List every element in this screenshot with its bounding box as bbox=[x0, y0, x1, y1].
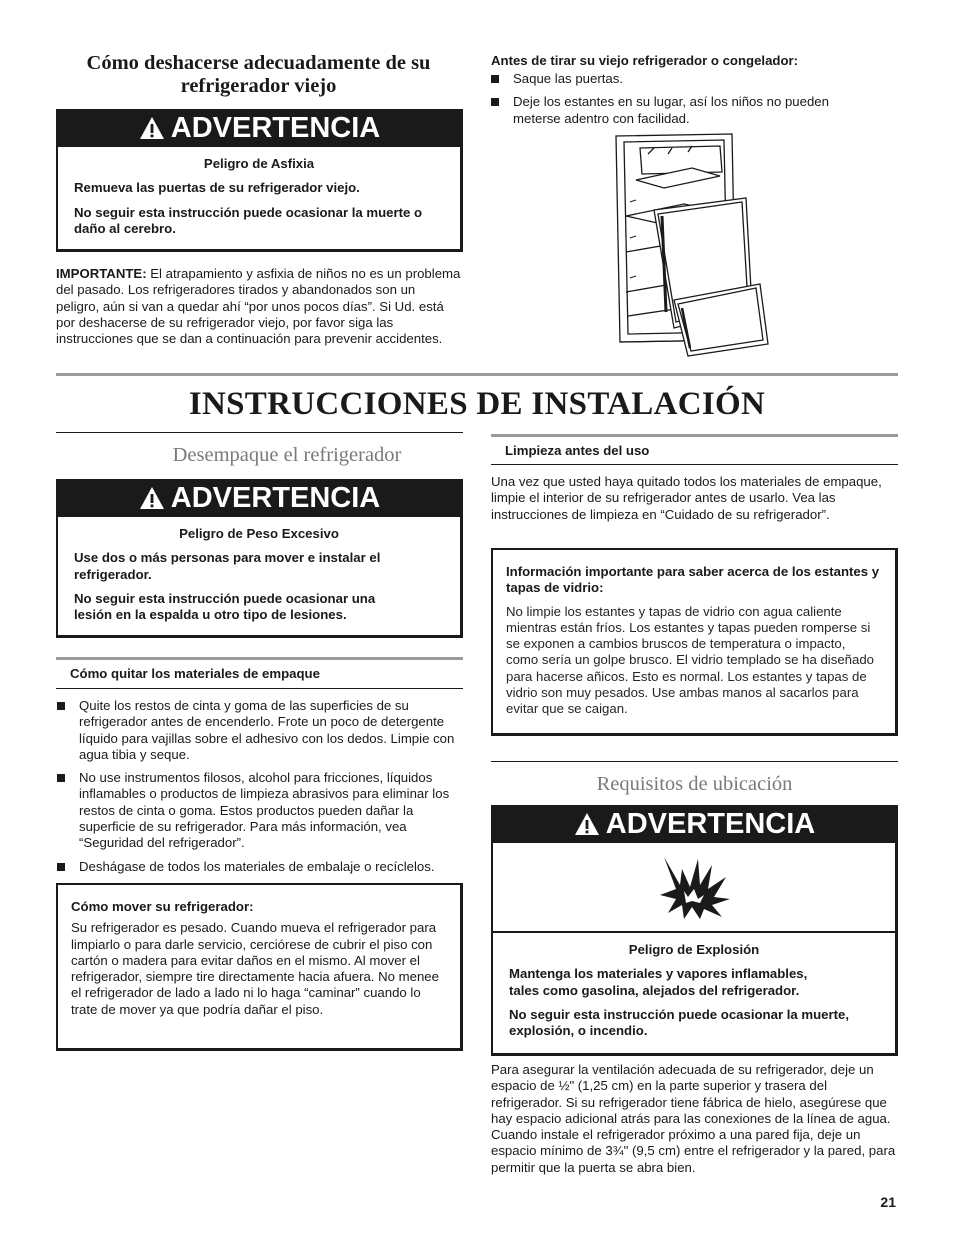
subsection-divider bbox=[491, 464, 898, 465]
unpack-heading: Desempaque el refrigerador bbox=[172, 444, 402, 466]
important-paragraph bbox=[56, 266, 461, 347]
warning-line: No seguir esta instrucción puede ocasionar la muerte o daño al cerebro. bbox=[74, 204, 423, 236]
warning-label: ADVERTENCIA bbox=[605, 808, 816, 840]
explosion-icon bbox=[658, 855, 730, 919]
warning-box-weight bbox=[56, 479, 463, 638]
moving-info-title: Cómo mover su refrigerador: bbox=[71, 899, 254, 914]
title-divider bbox=[56, 373, 898, 376]
warning-line: No seguir esta instrucción puede ocasionar la muerte, explosión, o incendio. bbox=[509, 1006, 850, 1039]
warning-header bbox=[56, 109, 463, 147]
glass-info-text: No limpie los estantes y tapas de vidrio con agua caliente mientras están fríos. Los estantes y tapas pueden romperse si se exponen a cambios bruscos de temperatura o impacto, como sería un golpe brusco. El vidrio templado se ha diseñado para hacerse añicos. Esto es normal. Los estantes y tapas de vidrio son muy pesados. Use ambas manos al sacarlos para evitar que se caigan. bbox=[506, 603, 875, 717]
list-item: No use instrumentos filosos, alcohol para fricciones, líquidos inflamables o productos de limpieza abrasivos para eliminar los restos de cinta o goma. Estos productos pueden dañar la superficie de su refrigerador. Para más información, vea “Seguridad del refrigerador”. bbox=[57, 770, 462, 851]
warning-body bbox=[491, 843, 898, 1056]
warning-triangle-icon bbox=[139, 116, 165, 140]
moving-info-text: Su refrigerador es pesado. Cuando mueva el refrigerador para limpiarlo o para darle servicio, cerciórese de cubrir el piso con cartón o madera para evitar daños en el mismo. Al mover el refrigerador, siempre tire directamente hacia afuera. No menee el refrigerador de lado a lado ni lo haga “caminar” cuando lo trate de mover ya que podría dañar el piso. bbox=[71, 920, 439, 1017]
list-item: Saque las puertas. bbox=[491, 71, 861, 87]
warning-title: Peligro de Peso Excesivo bbox=[179, 526, 339, 541]
warning-label: ADVERTENCIA bbox=[170, 112, 381, 144]
explosion-panel bbox=[493, 843, 895, 933]
refrigerator-doors-removed-illustration bbox=[612, 132, 778, 358]
warning-title: Peligro de Explosión bbox=[628, 942, 760, 957]
warning-line: Remueva las puertas de su refrigerador viejo. bbox=[74, 180, 360, 196]
glass-info-title: Información importante para saber acerca de los estantes y tapas de vidrio: bbox=[506, 564, 880, 596]
remove-packaging-title: Cómo quitar los materiales de empaque bbox=[70, 666, 320, 681]
warning-line: Use dos o más personas para mover e instalar el refrigerador. bbox=[74, 550, 381, 582]
page-number: 21 bbox=[880, 1194, 896, 1210]
warning-line: No seguir esta instrucción puede ocasionar una lesión en la espalda u otro tipo de lesiones. bbox=[74, 590, 376, 623]
warning-box-explosion bbox=[491, 805, 898, 1056]
subsection-divider bbox=[56, 688, 463, 689]
cleaning-title: Limpieza antes del uso bbox=[505, 443, 650, 458]
cleaning-text: Una vez que usted haya quitado todos los materiales de empaque, limpie el interior de su refrigerador antes de usarlo. Vea las instrucciones de limpieza en “Cuidado de su refrigerador”. bbox=[491, 474, 882, 522]
page-title: INSTRUCCIONES DE INSTALACIÓN bbox=[188, 386, 766, 422]
section-divider bbox=[491, 761, 898, 762]
section-divider bbox=[56, 432, 463, 433]
old-fridge-heading: Cómo deshacerse adecuadamente de su refrigerador viejo bbox=[86, 52, 431, 97]
warning-header bbox=[491, 805, 898, 843]
warning-label: ADVERTENCIA bbox=[170, 482, 381, 514]
warning-body bbox=[56, 147, 463, 252]
warning-body bbox=[56, 517, 463, 638]
subsection-divider bbox=[491, 434, 898, 437]
warning-title: Peligro de Asfixia bbox=[203, 156, 315, 171]
list-item: Deje los estantes en su lugar, así los niños no pueden meterse adentro con facilidad. bbox=[491, 94, 861, 127]
subsection-divider bbox=[56, 657, 463, 660]
remove-packaging-list bbox=[57, 698, 462, 882]
warning-triangle-icon bbox=[574, 812, 600, 836]
warning-line: Mantenga los materiales y vapores inflamables, tales como gasolina, alejados del refrigerador. bbox=[509, 966, 808, 998]
moving-info-box bbox=[56, 883, 463, 1051]
warning-header bbox=[56, 479, 463, 517]
important-text: El atrapamiento y asfixia de niños no es un problema del pasado. Los refrigeradores tirados y abandonados son un peligro, aún si van a quedar ahí “por unos pocos días”. Si Ud. está por deshacerse de su refrigerador viejo, por favor siga las instrucciones que se dan a continuación para prevenir accidentes. bbox=[56, 266, 461, 347]
list-item: Deshágase de todos los materiales de embalaje o recíclelos. bbox=[57, 859, 462, 875]
warning-triangle-icon bbox=[139, 486, 165, 510]
glass-info-box bbox=[491, 548, 898, 736]
list-item: Quite los restos de cinta y goma de las superficies de su refrigerador antes de encenderlo. Frote un poco de detergente líquido para vajillas sobre el adhesivo con los dedos. Limpie con agua tibia y seque. bbox=[57, 698, 462, 763]
before-disposal-title: Antes de tirar su viejo refrigerador o congelador: bbox=[491, 53, 799, 68]
warning-box-asphyxia bbox=[56, 109, 463, 252]
location-text: Para asegurar la ventilación adecuada de su refrigerador, deje un espacio de ½" (1,25 cm) en la parte superior y trasera del refrigerador. Si su refrigerador tiene fábrica de hielo, asegúrese que hay espacio adicional atrás para las conexiones de la línea de agua. Cuando instale el refrigerador próximo a una pared fija, deje un espacio mínimo de 3¾" (9,5 cm) entre el refrigerador y la pared, para permitir que la puerta se abra bien. bbox=[491, 1062, 896, 1175]
important-label: IMPORTANTE: bbox=[56, 266, 147, 281]
location-heading: Requisitos de ubicación bbox=[596, 773, 793, 795]
before-disposal-list bbox=[491, 71, 861, 134]
